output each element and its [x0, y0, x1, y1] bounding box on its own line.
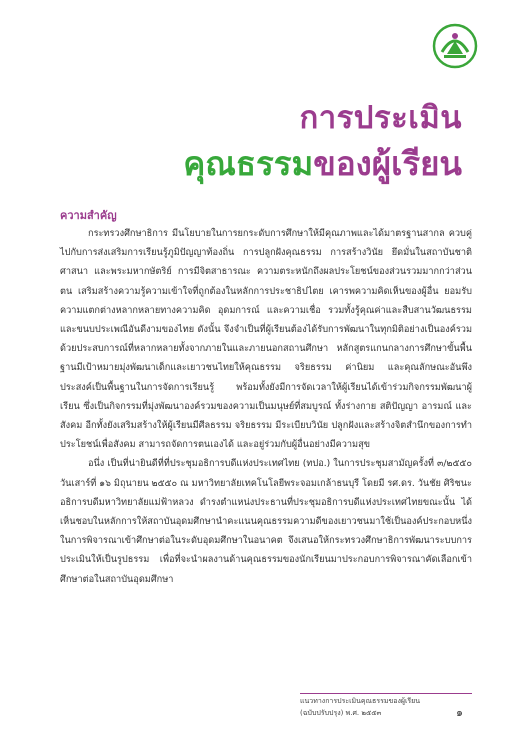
title-line-1: การประเมิน — [299, 100, 462, 136]
footer-caption — [300, 695, 450, 719]
green-arch-emblem-icon — [431, 22, 479, 70]
page-title — [183, 98, 462, 188]
section-heading: ความสำคัญ — [60, 209, 117, 222]
title-line-2-purple: ของผู้เรียน — [313, 144, 462, 183]
title-line-2 — [183, 140, 462, 188]
paragraph-2: อนึ่ง เป็นที่น่ายินดีที่ที่ประชุมอธิการบดีแห่งประเทศไทย (ทปอ.) ในการประชุมสามัญครั้งที่ ๓/๒๕๕๐ วันเสาร์ที่ ๑๖ มิถุนายน ๒๕๕๐ ณ มหาวิทยาลัยเทคโนโลยีพระจอมเกล้าธนบุรี โดยมี รศ.ดร. วันชัย ศิริชนะ อธิการบดีมหาวิทยาลัยแม่ฟ้าหลวง ดำรงตำแหน่งประธานที่ประชุมอธิการบดีแห่งประเทศไทยขณะนั้น ได้เห็นชอบในหลักการให้สถาบันอุดมศึกษานำคะแนนคุณธรรมความดีของเยาวชนมาใช้เป็นองค์ประกอบหนึ่งในการพิจารณาเข้าศึกษาต่อในระดับอุดมศึกษาในอนาคต จึงเสนอให้กระทรวงศึกษาธิการพัฒนาระบบการประเมินให้เป็นรูปธรรม เพื่อที่จะนำผลงานด้านคุณธรรมของนักเรียนมาประกอบการพิจารณาคัดเลือกเข้าศึกษาต่อในสถาบันอุดมศึกษา — [60, 458, 472, 585]
footer-divider — [300, 693, 472, 694]
title-line-2-green: คุณธรรม — [183, 144, 314, 183]
body-text — [60, 224, 472, 589]
paragraph-1: กระทรวงศึกษาธิการ มีนโยบายในการยกระดับการศึกษาให้มีคุณภาพและได้มาตรฐานสากล ควบคู่ไปกับการส่งเสริมการเรียนรู้ภูมิปัญญาท้องถิ่น การปลูกฝังคุณธรรม การสร้างวินัย ยึดมั่นในสถาบันชาติ ศาสนา และพระมหากษัตริย์ การมีจิตสาธารณะ ความตระหนักถึงผลประโยชน์ของส่วนรวมมากกว่าส่วนตน เสริมสร้างความรู้ความเข้าใจที่ถูกต้องในหลักการประชาธิปไตย เคารพความคิดเห็นของผู้อื่น ยอมรับความแตกต่างหลากหลายทางความคิด อุดมการณ์ และความเชื่อ รวมทั้งรู้คุณค่าและสืบสานวัฒนธรรมและขนบประเพณีอันดีงามของไทย ดังนั้น จึงจำเป็นที่ผู้เรียนต้องได้รับการพัฒนาในทุกมิติอย่างเป็นองค์รวม ด้วยประสบการณ์ที่หลากหลายทั้งจากภายในและภายนอกสถานศึกษา หลักสูตรแกนกลางการศึกษาขั้นพื้นฐานมีเป้าหมายมุ่งพัฒนาเด็กและเยาวชนไทยให้คุณธรรม จริยธรรม ค่านิยม และคุณลักษณะอันพึงประสงค์เป็นพื้นฐานในการจัดการเรียนรู้ พร้อมทั้งยังมีการจัดเวลาให้ผู้เรียนได้เข้าร่วมกิจกรรมพัฒนาผู้เรียน ซึ่งเป็นกิจกรรมที่มุ่งพัฒนาองค์รวมของความเป็นมนุษย์ที่สมบูรณ์ ทั้งร่างกาย สติปัญญา อารมณ์ และสังคม อีกทั้งยังเสริมสร้างให้ผู้เรียนมีศีลธรรม จริยธรรม มีระเบียบวินัย ปลูกฝังและสร้างจิตสำนึกของการทำประโยชน์เพื่อสังคม สามารถจัดการตนเองได้ และอยู่ร่วมกับผู้อื่นอย่างมีความสุข — [60, 228, 472, 451]
footer-line-1: แนวทางการประเมินคุณธรรมของผู้เรียน — [300, 697, 421, 705]
footer-line-2: (ฉบับปรับปรุง) พ.ศ. ๒๕๕๓ — [300, 709, 382, 717]
page-number: ๑ — [456, 706, 463, 719]
